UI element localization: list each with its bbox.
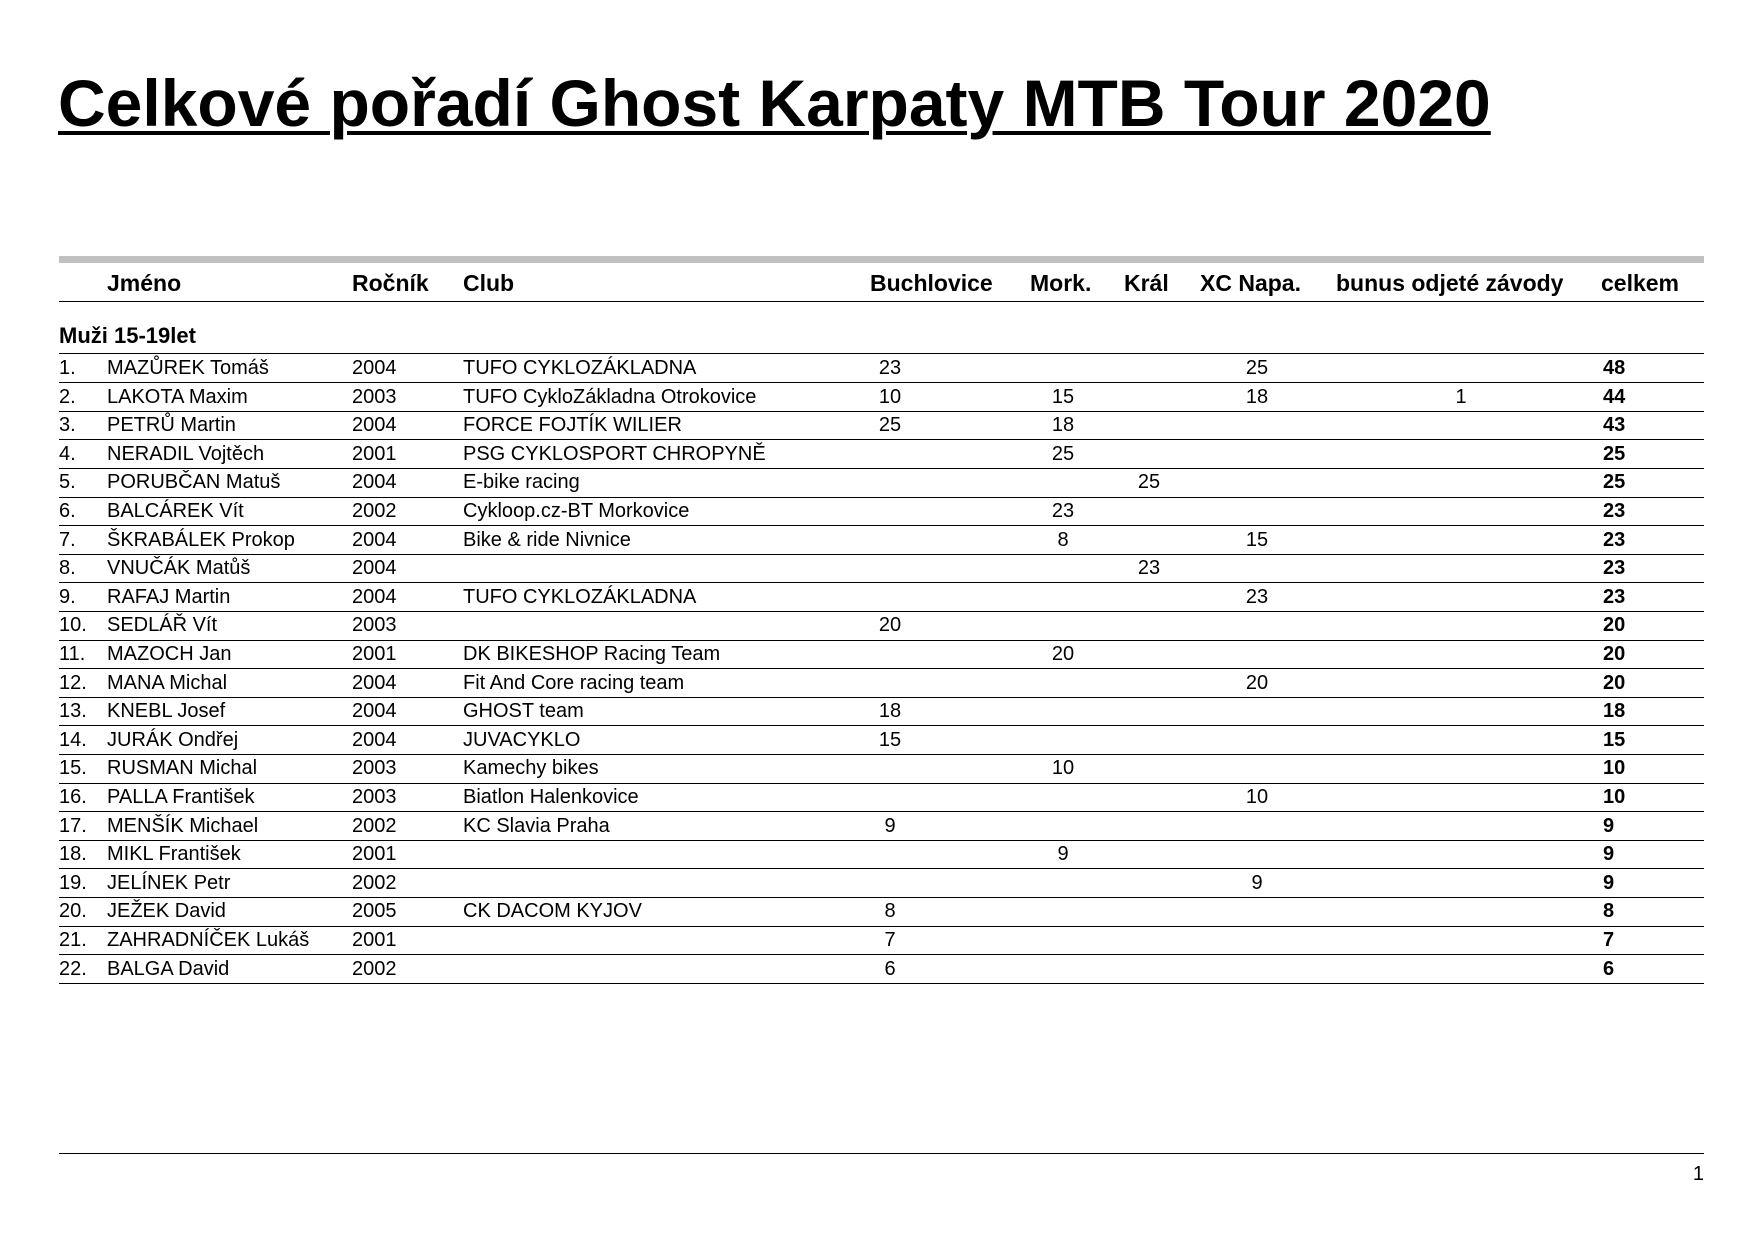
club-cell: Fit And Core racing team	[463, 671, 685, 694]
total-points: 9	[1603, 871, 1615, 894]
group-title: Muži 15-19let	[59, 323, 196, 348]
rank-cell: 3.	[59, 414, 76, 437]
bonus-points: 1	[1455, 385, 1467, 408]
xc-napa-points	[1212, 440, 1302, 469]
year-cell: 2005	[352, 900, 397, 923]
bonus-points	[1416, 497, 1506, 526]
club-cell	[463, 554, 863, 583]
club-cell: PSG CYKLOSPORT CHROPYNĚ	[463, 442, 766, 465]
kral-points	[1104, 583, 1194, 612]
header-year: Ročník	[352, 270, 429, 296]
bonus-points	[1416, 955, 1506, 984]
rank-cell: 19.	[59, 871, 87, 894]
year-cell: 2004	[352, 557, 397, 580]
year-cell: 2001	[352, 843, 397, 866]
buchlovice-points: 25	[878, 414, 902, 437]
header-divider-bar	[59, 256, 1704, 263]
name-cell: LAKOTA Maxim	[107, 385, 248, 408]
club-cell: CK DACOM KYJOV	[463, 900, 642, 923]
bonus-points	[1416, 754, 1506, 783]
bonus-points	[1416, 726, 1506, 755]
buchlovice-points: 15	[878, 728, 902, 751]
name-cell: NERADIL Vojtěch	[107, 442, 265, 465]
name-cell: MENŠÍK Michael	[107, 814, 259, 837]
name-cell: MAZOCH Jan	[107, 643, 232, 665]
mork-points	[1018, 583, 1108, 612]
rank-cell: 8.	[59, 557, 76, 580]
kral-points	[1104, 812, 1194, 841]
xc-napa-points: 23	[1245, 585, 1269, 608]
buchlovice-points	[845, 669, 935, 698]
xc-napa-points: 25	[1245, 357, 1269, 379]
mork-points: 9	[1057, 843, 1069, 866]
kral-points	[1104, 440, 1194, 469]
header-name: Jméno	[107, 270, 182, 296]
rank-cell: 11.	[59, 643, 86, 665]
total-points: 25	[1603, 442, 1626, 465]
name-cell: JELÍNEK Petr	[107, 871, 231, 894]
kral-points	[1104, 926, 1194, 955]
kral-points	[1104, 840, 1194, 869]
total-points: 43	[1603, 414, 1626, 437]
buchlovice-points	[845, 640, 935, 669]
xc-napa-points: 20	[1245, 671, 1269, 694]
xc-napa-points	[1212, 926, 1302, 955]
total-points: 18	[1603, 700, 1626, 723]
xc-napa-points	[1212, 611, 1302, 640]
header-total: celkem	[1601, 270, 1680, 296]
club-cell: GHOST team	[463, 700, 584, 723]
rank-cell: 15.	[59, 757, 87, 780]
total-points: 9	[1603, 814, 1615, 837]
buchlovice-points	[845, 783, 935, 812]
bonus-points	[1416, 640, 1506, 669]
buchlovice-points	[845, 554, 935, 583]
header-bonus: bunus odjeté závody	[1336, 270, 1564, 296]
buchlovice-points	[845, 440, 935, 469]
bonus-points	[1416, 468, 1506, 497]
kral-points	[1104, 955, 1194, 984]
club-cell: Biatlon Halenkovice	[463, 786, 639, 808]
name-cell: PORUBČAN Matuš	[107, 471, 281, 494]
total-points: 23	[1603, 500, 1626, 522]
name-cell: VNUČÁK Matůš	[107, 557, 251, 580]
rank-cell: 14.	[59, 728, 87, 751]
kral-points	[1104, 611, 1194, 640]
year-cell: 2002	[352, 957, 397, 980]
header-mork: Mork.	[1030, 270, 1092, 296]
bonus-points	[1416, 354, 1506, 383]
kral-points	[1104, 411, 1194, 440]
bonus-points	[1416, 669, 1506, 698]
header-kral: Král	[1124, 270, 1169, 296]
buchlovice-points: 6	[884, 957, 896, 980]
name-cell: SEDLÁŘ Vít	[107, 614, 218, 637]
rank-cell: 4.	[59, 442, 76, 465]
mork-points	[1018, 812, 1108, 841]
total-points: 10	[1603, 757, 1626, 780]
rank-cell: 2.	[59, 385, 76, 408]
mork-points	[1018, 783, 1108, 812]
kral-points	[1104, 669, 1194, 698]
xc-napa-points: 18	[1245, 385, 1269, 408]
year-cell: 2004	[352, 728, 397, 751]
club-cell: KC Slavia Praha	[463, 814, 610, 837]
mork-points: 8	[1057, 528, 1069, 551]
name-cell: PALLA František	[107, 786, 255, 808]
kral-points	[1104, 354, 1194, 383]
mork-points: 15	[1051, 385, 1075, 408]
year-cell: 2004	[352, 671, 397, 694]
mork-points	[1018, 669, 1108, 698]
club-cell: Bike & ride Nivnice	[463, 528, 631, 551]
mork-points	[1018, 897, 1108, 926]
header-club: Club	[463, 270, 515, 296]
bonus-points	[1416, 411, 1506, 440]
name-cell: BALCÁREK Vít	[107, 500, 244, 522]
rank-cell: 18.	[59, 843, 87, 866]
name-cell: RUSMAN Michal	[107, 757, 258, 780]
header-buchlovice: Buchlovice	[870, 270, 993, 296]
year-cell: 2003	[352, 757, 397, 780]
total-points: 8	[1603, 900, 1615, 923]
mork-points	[1018, 468, 1108, 497]
xc-napa-points	[1212, 497, 1302, 526]
name-cell: MIKL František	[107, 843, 241, 866]
club-cell	[463, 840, 863, 869]
club-cell: E-bike racing	[463, 471, 580, 494]
buchlovice-points: 23	[878, 357, 902, 379]
club-cell: Kamechy bikes	[463, 757, 599, 780]
rank-cell: 5.	[59, 471, 76, 494]
name-cell: ZAHRADNÍČEK Lukáš	[107, 929, 310, 951]
bonus-points	[1416, 926, 1506, 955]
year-cell: 2004	[352, 700, 397, 723]
total-points: 23	[1603, 585, 1626, 608]
mork-points	[1018, 926, 1108, 955]
rank-cell: 17.	[59, 814, 87, 837]
buchlovice-points: 20	[878, 614, 902, 637]
name-cell: ŠKRABÁLEK Prokop	[107, 528, 295, 551]
rank-cell: 22.	[59, 957, 87, 980]
rank-cell: 10.	[59, 614, 87, 637]
total-points: 10	[1603, 786, 1626, 808]
mork-points: 25	[1051, 442, 1075, 465]
club-cell: Cykloop.cz-BT Morkovice	[463, 500, 690, 522]
page-title: Celkové pořadí Ghost Karpaty MTB Tour 2020	[58, 66, 1491, 140]
bonus-points	[1416, 840, 1506, 869]
header-underline	[59, 301, 1704, 302]
year-cell: 2004	[352, 414, 397, 437]
kral-points	[1104, 726, 1194, 755]
xc-napa-points	[1212, 812, 1302, 841]
total-points: 6	[1603, 957, 1615, 980]
buchlovice-points: 9	[884, 814, 896, 837]
mork-points	[1018, 697, 1108, 726]
buchlovice-points: 18	[878, 700, 902, 723]
year-cell: 2004	[352, 528, 397, 551]
mork-points	[1018, 955, 1108, 984]
club-cell	[463, 869, 863, 898]
bonus-points	[1416, 869, 1506, 898]
bonus-points	[1416, 440, 1506, 469]
mork-points: 18	[1051, 414, 1075, 437]
year-cell: 2003	[352, 385, 397, 408]
total-points: 44	[1603, 385, 1626, 408]
buchlovice-points	[845, 497, 935, 526]
club-cell: FORCE FOJTÍK WILIER	[463, 414, 682, 437]
total-points: 25	[1603, 471, 1626, 494]
xc-napa-points: 15	[1245, 528, 1269, 551]
rank-cell: 20.	[59, 900, 87, 923]
kral-points	[1104, 869, 1194, 898]
total-points: 7	[1603, 929, 1615, 951]
kral-points	[1104, 897, 1194, 926]
year-cell: 2004	[352, 585, 397, 608]
club-cell: DK BIKESHOP Racing Team	[463, 643, 721, 665]
xc-napa-points	[1212, 726, 1302, 755]
mork-points: 20	[1051, 643, 1075, 665]
kral-points	[1104, 383, 1194, 412]
kral-points: 25	[1137, 471, 1161, 494]
year-cell: 2001	[352, 643, 397, 665]
buchlovice-points	[845, 840, 935, 869]
rank-cell: 16.	[59, 786, 87, 808]
xc-napa-points	[1212, 640, 1302, 669]
name-cell: JURÁK Ondřej	[107, 728, 239, 751]
total-points: 15	[1603, 728, 1626, 751]
year-cell: 2003	[352, 614, 397, 637]
xc-napa-points: 9	[1251, 871, 1263, 894]
year-cell: 2002	[352, 814, 397, 837]
rank-cell: 12.	[59, 671, 87, 694]
club-cell: JUVACYKLO	[463, 728, 581, 751]
total-points: 23	[1603, 528, 1626, 551]
buchlovice-points: 8	[884, 900, 896, 923]
bonus-points	[1416, 697, 1506, 726]
bonus-points	[1416, 554, 1506, 583]
kral-points	[1104, 754, 1194, 783]
year-cell: 2002	[352, 500, 397, 522]
name-cell: PETRŮ Martin	[107, 414, 236, 437]
bonus-points	[1416, 583, 1506, 612]
bonus-points	[1416, 526, 1506, 555]
buchlovice-points: 10	[878, 385, 902, 408]
year-cell: 2003	[352, 786, 397, 808]
club-cell	[463, 611, 863, 640]
xc-napa-points	[1212, 754, 1302, 783]
kral-points	[1104, 497, 1194, 526]
buchlovice-points	[845, 869, 935, 898]
mork-points	[1018, 554, 1108, 583]
year-cell: 2001	[352, 929, 397, 951]
club-cell: TUFO CYKLOZÁKLADNA	[463, 357, 697, 379]
footer-line	[59, 1153, 1704, 1154]
rank-cell: 9.	[59, 585, 76, 608]
year-cell: 2004	[352, 471, 397, 494]
mork-points	[1018, 726, 1108, 755]
year-cell: 2002	[352, 871, 397, 894]
club-cell: TUFO CykloZákladna Otrokovice	[463, 385, 757, 408]
xc-napa-points	[1212, 840, 1302, 869]
buchlovice-points: 7	[884, 929, 896, 951]
mork-points	[1018, 869, 1108, 898]
buchlovice-points	[845, 526, 935, 555]
year-cell: 2004	[352, 357, 397, 379]
bonus-points	[1416, 783, 1506, 812]
club-cell	[463, 926, 863, 955]
rank-cell: 6.	[59, 500, 76, 522]
name-cell: MANA Michal	[107, 671, 228, 694]
xc-napa-points	[1212, 411, 1302, 440]
xc-napa-points	[1212, 468, 1302, 497]
club-cell: TUFO CYKLOZÁKLADNA	[463, 585, 697, 608]
name-cell: KNEBL Josef	[107, 700, 226, 723]
mork-points	[1018, 611, 1108, 640]
total-points: 9	[1603, 843, 1615, 866]
bonus-points	[1416, 812, 1506, 841]
rank-cell: 7.	[59, 528, 76, 551]
kral-points	[1104, 526, 1194, 555]
page-number: 1	[1692, 1163, 1704, 1185]
buchlovice-points	[845, 754, 935, 783]
kral-points: 23	[1137, 557, 1161, 580]
kral-points	[1104, 783, 1194, 812]
xc-napa-points	[1212, 554, 1302, 583]
year-cell: 2001	[352, 442, 397, 465]
total-points: 20	[1603, 671, 1626, 694]
name-cell: JEŽEK David	[107, 900, 226, 923]
total-points: 20	[1603, 614, 1626, 637]
mork-points: 10	[1051, 757, 1075, 780]
rank-cell: 13.	[59, 700, 87, 723]
name-cell: RAFAJ Martin	[107, 585, 231, 608]
row-divider	[59, 983, 1704, 984]
kral-points	[1104, 697, 1194, 726]
bonus-points	[1416, 611, 1506, 640]
total-points: 23	[1603, 557, 1626, 580]
bonus-points	[1416, 897, 1506, 926]
mork-points	[1018, 354, 1108, 383]
buchlovice-points	[845, 468, 935, 497]
xc-napa-points	[1212, 697, 1302, 726]
xc-napa-points: 10	[1245, 786, 1269, 808]
total-points: 48	[1603, 357, 1626, 379]
header-xc-napa: XC Napa.	[1200, 270, 1301, 296]
rank-cell: 21.	[59, 929, 87, 951]
rank-cell: 1.	[59, 357, 76, 379]
club-cell	[463, 955, 863, 984]
name-cell: BALGA David	[107, 957, 230, 980]
kral-points	[1104, 640, 1194, 669]
mork-points: 23	[1051, 500, 1075, 522]
xc-napa-points	[1212, 897, 1302, 926]
xc-napa-points	[1212, 955, 1302, 984]
buchlovice-points	[845, 583, 935, 612]
total-points: 20	[1603, 643, 1626, 665]
name-cell: MAZŮREK Tomáš	[107, 357, 269, 379]
